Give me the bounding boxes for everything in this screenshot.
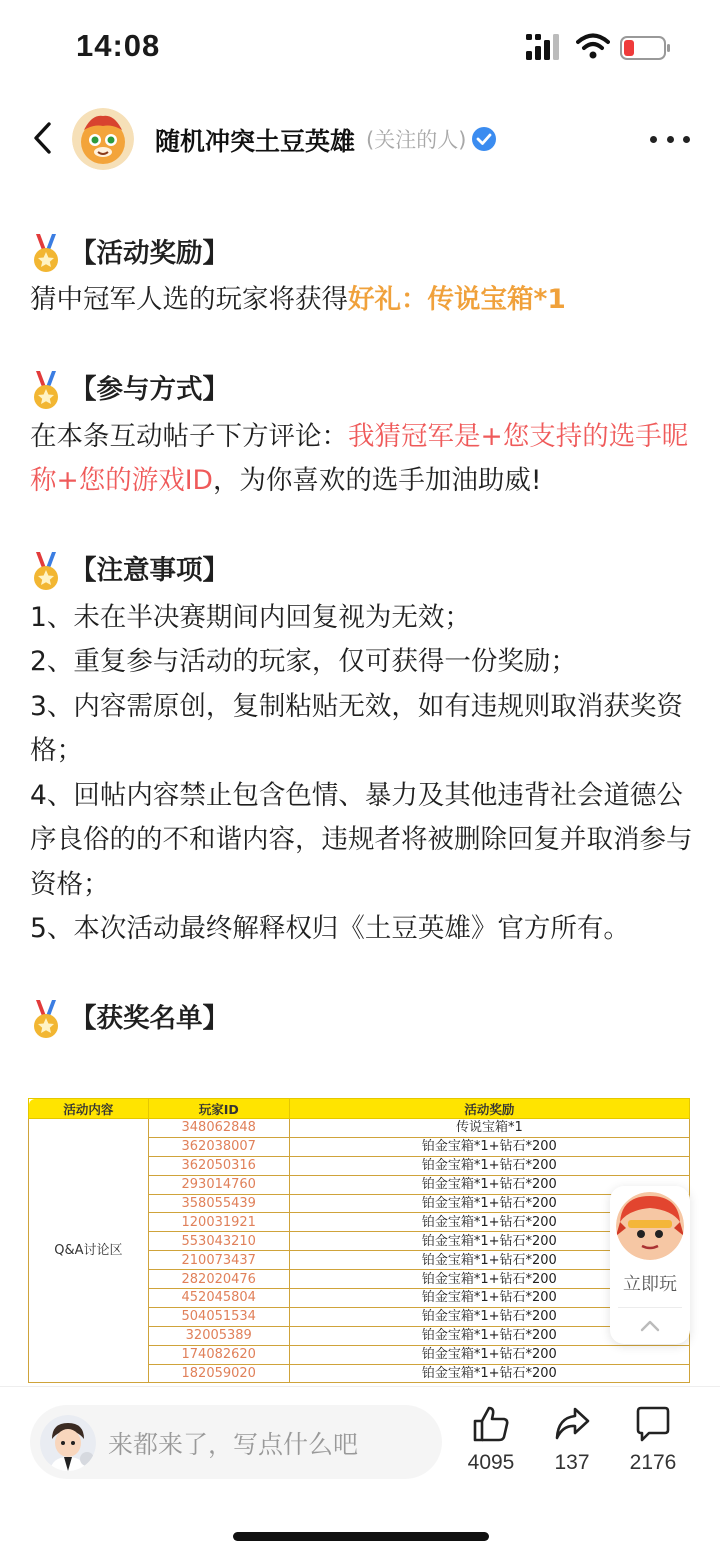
section-title-text: 【活动奖励】 — [70, 237, 229, 269]
game-hero-avatar[interactable] — [616, 1192, 684, 1260]
player-id-cell: 348062848 — [148, 1119, 289, 1138]
thumbs-up-icon — [472, 1405, 510, 1443]
user-avatar-icon — [40, 1415, 96, 1471]
activity-area-cell: Q&A讨论区 — [29, 1119, 149, 1383]
section-title-text: 【注意事项】 — [70, 555, 229, 587]
account-name[interactable]: 随机冲突土豆英雄 — [155, 127, 356, 156]
comment-placeholder: 来都来了，写点什么吧 — [108, 1430, 359, 1459]
play-now-widget[interactable] — [610, 1186, 690, 1344]
like-count: 4095 — [467, 1451, 515, 1474]
rewards-text: 猜中冠军人选的玩家将获得 — [30, 284, 348, 315]
status-bar — [0, 0, 720, 96]
share-button[interactable] — [527, 1405, 617, 1475]
like-button[interactable] — [446, 1405, 536, 1475]
prize-cell: 铂金宝箱*1+钻石*200 — [289, 1175, 689, 1194]
prize-cell: 铂金宝箱*1+钻石*200 — [289, 1307, 689, 1326]
user-avatar — [40, 1415, 96, 1471]
medal-icon — [30, 371, 62, 411]
section-title-rewards — [30, 230, 694, 278]
medal-icon — [30, 234, 62, 274]
more-dot-icon — [650, 136, 657, 143]
participation-paragraph — [30, 415, 694, 504]
prize-cell: 铂金宝箱*1+钻石*200 — [289, 1289, 689, 1308]
player-id-cell: 210073437 — [148, 1251, 289, 1270]
post-content — [30, 230, 694, 1044]
note-item: 2、重复参与活动的玩家，仅可获得一份奖励； — [30, 646, 577, 677]
comment-input[interactable] — [30, 1405, 442, 1479]
more-dot-icon — [667, 136, 674, 143]
note-item: 1、未在半决赛期间内回复视为无效； — [30, 601, 471, 633]
player-id-cell: 504051534 — [148, 1307, 289, 1326]
rewards-paragraph — [30, 278, 694, 323]
table-header-cell: 活动奖励 — [289, 1099, 689, 1119]
comment-button[interactable] — [608, 1405, 698, 1475]
player-id-cell: 362038007 — [148, 1137, 289, 1156]
note-item: 5、本次活动最终解释权归《土豆英雄》官方所有。 — [30, 913, 630, 944]
table-header-cell: 活动内容 — [29, 1099, 149, 1119]
prize-cell: 铂金宝箱*1+钻石*200 — [289, 1156, 689, 1175]
more-options-button[interactable] — [650, 126, 690, 152]
participation-highlight: 我猜冠军是+您支持的选手昵称+您的游戏ID — [30, 420, 689, 496]
prize-cell: 铂金宝箱*1+钻石*200 — [289, 1194, 689, 1213]
share-arrow-icon — [553, 1405, 591, 1443]
account-avatar[interactable] — [72, 108, 134, 170]
widget-divider — [618, 1307, 682, 1308]
more-dot-icon — [683, 136, 690, 143]
participation-tail: ，为你喜欢的选手加油助威! — [212, 465, 542, 496]
follow-status-tag: (关注的人) — [366, 128, 467, 152]
medal-icon — [30, 1000, 62, 1040]
player-id-cell: 362050316 — [148, 1156, 289, 1175]
section-title-text: 【获奖名单】 — [70, 1003, 229, 1035]
table-row — [29, 1119, 690, 1138]
prize-cell: 铂金宝箱*1+钻石*200 — [289, 1326, 689, 1345]
winners-table — [28, 1098, 690, 1383]
section-title-text: 【参与方式】 — [70, 374, 229, 406]
note-item: 4、回帖内容禁止包含色情、暴力及其他违背社会道德公序良俗的的不和谐内容，违规者将被删除回复并取消参与资格； — [30, 779, 693, 900]
prize-cell: 铂金宝箱*1+钻石*200 — [289, 1270, 689, 1289]
lion-mascot-icon — [72, 108, 134, 170]
prize-cell: 铂金宝箱*1+钻石*200 — [289, 1137, 689, 1156]
battery-icon — [620, 36, 672, 60]
chevron-up-icon[interactable] — [638, 1316, 662, 1336]
player-id-cell: 358055439 — [148, 1194, 289, 1213]
player-id-cell: 293014760 — [148, 1175, 289, 1194]
post-header — [0, 100, 720, 180]
prize-cell: 铂金宝箱*1+钻石*200 — [289, 1364, 689, 1383]
status-time: 14:08 — [76, 28, 161, 63]
play-now-label[interactable]: 立即玩 — [623, 1274, 677, 1295]
rewards-highlight: 好礼：传说宝箱*1 — [348, 284, 566, 315]
prize-cell: 铂金宝箱*1+钻石*200 — [289, 1232, 689, 1251]
wifi-icon — [576, 32, 610, 60]
prize-cell: 铂金宝箱*1+钻石*200 — [289, 1345, 689, 1364]
player-id-cell: 120031921 — [148, 1213, 289, 1232]
cellular-signal-icon — [526, 34, 562, 60]
player-id-cell: 452045804 — [148, 1289, 289, 1308]
medal-icon — [30, 552, 62, 592]
prize-cell: 传说宝箱*1 — [289, 1119, 689, 1138]
player-id-cell: 174082620 — [148, 1345, 289, 1364]
section-title-notes — [30, 548, 694, 596]
comment-count: 2176 — [629, 1451, 677, 1474]
winners-table-image[interactable] — [28, 1098, 692, 1388]
chevron-left-icon — [31, 121, 53, 155]
player-id-cell: 32005389 — [148, 1326, 289, 1345]
table-header-cell: 玩家ID — [148, 1099, 289, 1119]
note-item: 3、内容需原创，复制粘贴无效，如有违规则取消获奖资格； — [30, 690, 683, 766]
home-indicator[interactable] — [233, 1532, 489, 1541]
player-id-cell: 282020476 — [148, 1270, 289, 1289]
hero-icon — [616, 1192, 684, 1260]
section-title-participation — [30, 367, 694, 415]
comment-bubble-icon — [634, 1405, 672, 1443]
section-title-winners — [30, 996, 694, 1044]
player-id-cell: 553043210 — [148, 1232, 289, 1251]
player-id-cell: 182059020 — [148, 1364, 289, 1383]
back-button[interactable] — [22, 116, 62, 160]
verified-badge-icon — [471, 126, 497, 152]
share-count: 137 — [554, 1451, 590, 1474]
prize-cell: 铂金宝箱*1+钻石*200 — [289, 1213, 689, 1232]
prize-cell: 铂金宝箱*1+钻石*200 — [289, 1251, 689, 1270]
participation-text: 在本条互动帖子下方评论： — [30, 420, 348, 452]
